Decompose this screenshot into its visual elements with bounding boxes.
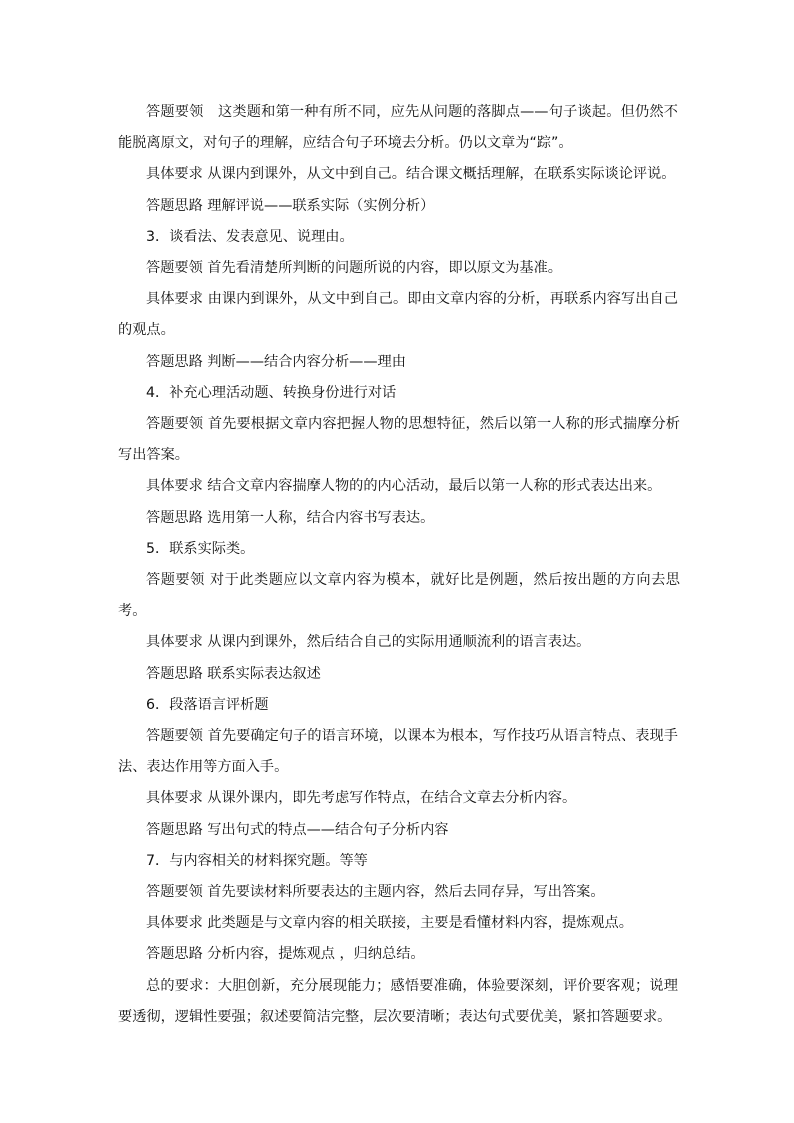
paragraph: 具体要求 由课内到课外，从文中到自己。即由文章内容的分析，再联系内容写出自己的观点。 <box>118 291 678 339</box>
paragraph: 具体要求 从课内到课外，然后结合自己的实际用通顺流利的语言表达。 <box>146 634 591 651</box>
paragraph: 具体要求 从课外课内，即先考虑写作特点，在结合文章去分析内容。 <box>146 790 577 807</box>
document-body <box>118 97 678 1033</box>
section-heading: 5．联系实际类。 <box>146 540 255 557</box>
paragraph: 答题要领 首先要确定句子的语言环境，以课本为根本，写作技巧从语言特点、表现手法、表达作用等方面入手。 <box>118 728 678 776</box>
paragraph: 答题思路 联系实际表达叙述 <box>146 665 321 682</box>
section-heading: 4．补充心理活动题、转换身份进行对话 <box>146 384 397 401</box>
summary-paragraph: 总的要求：大胆创新，充分展现能力；感悟要准确，体验要深刻，评价要客观；说理要透彻，逻辑性要强；叙述要简洁完整，层次要清晰；表达句式要优美，紧扣答题要求。 <box>118 977 678 1025</box>
paragraph: 答题要领 对于此类题应以文章内容为模本，就好比是例题，然后按出题的方向去思考。 <box>118 572 680 620</box>
paragraph: 答题思路 写出句式的特点——结合句子分析内容 <box>146 821 449 838</box>
section-heading: 6．段落语言评析题 <box>146 696 269 713</box>
section-heading: 7．与内容相关的材料探究题。等等 <box>146 852 368 869</box>
paragraph: 答题要领 首先要根据文章内容把握人物的思想特征，然后以第一人称的形式揣摩分析写出答案。 <box>118 416 680 464</box>
paragraph: 答题要领 这类题和第一种有所不同，应先从问题的落脚点——句子谈起。但仍然不能脱离原文，对句子的理解，应结合句子环境去分析。仍以文章为“踪”。 <box>118 104 678 152</box>
paragraph: 具体要求 此类题是与文章内容的相关联接，主要是看懂材料内容，提炼观点。 <box>146 915 633 932</box>
paragraph: 具体要求 结合文章内容揣摩人物的的内心活动，最后以第一人称的形式表达出来。 <box>146 478 662 495</box>
paragraph: 答题思路 判断——结合内容分析——理由 <box>146 353 406 370</box>
paragraph: 答题思路 分析内容，提炼观点 ，归纳总结。 <box>146 946 425 963</box>
paragraph: 答题思路 理解评说——联系实际（实例分析） <box>146 197 435 214</box>
paragraph: 具体要求 从课内到课外，从文中到自己。结合课文概括理解，在联系实际谈论评说。 <box>146 166 676 183</box>
paragraph: 答题思路 选用第一人称，结合内容书写表达。 <box>146 509 435 526</box>
paragraph: 答题要领 首先看清楚所判断的问题所说的内容，即以原文为基准。 <box>146 260 562 277</box>
paragraph: 答题要领 首先要读材料所要表达的主题内容，然后去同存异，写出答案。 <box>146 884 605 901</box>
section-heading: 3．谈看法、发表意见、说理由。 <box>146 228 354 245</box>
